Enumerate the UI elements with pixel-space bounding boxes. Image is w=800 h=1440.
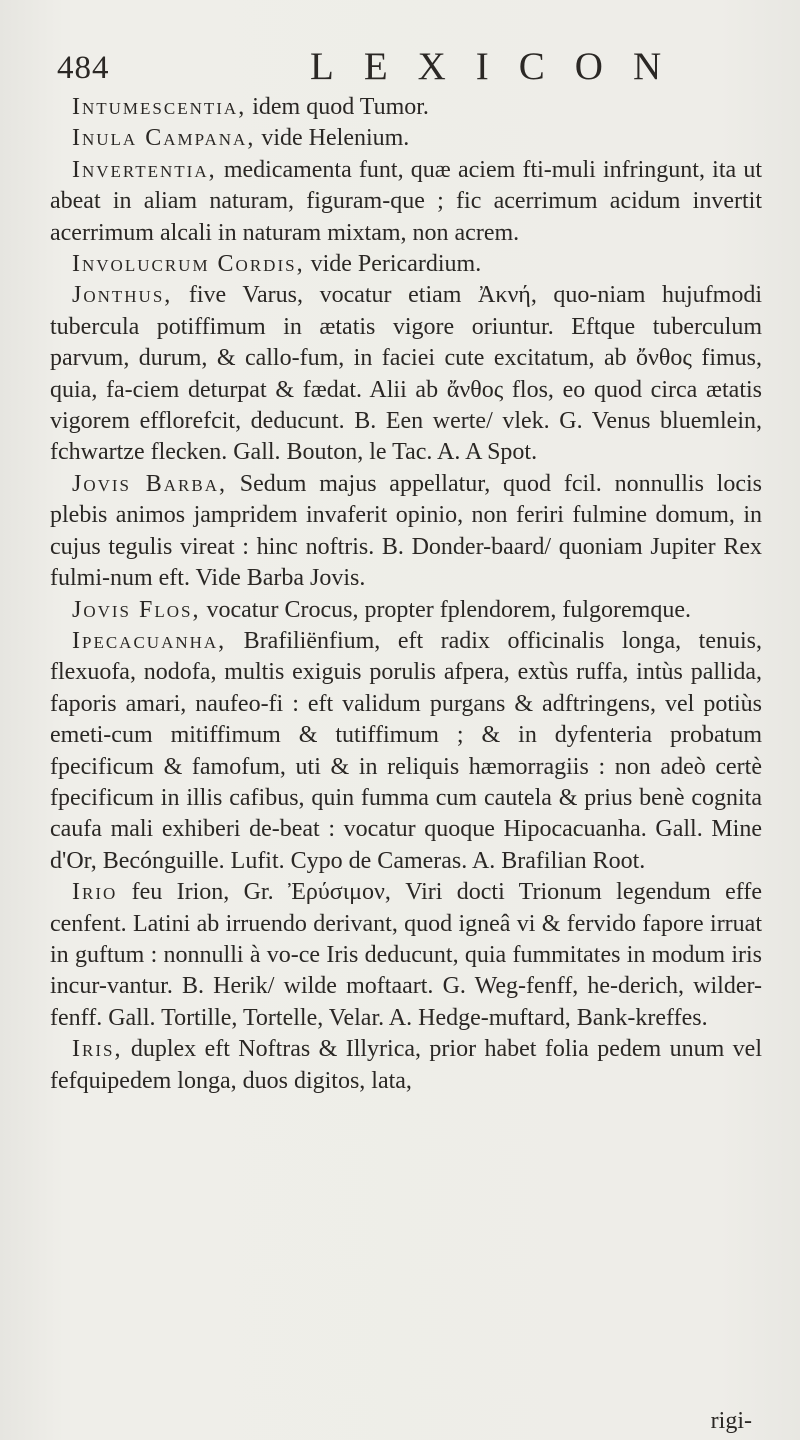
catchword: rigi- xyxy=(710,1408,752,1434)
page-number: 484 xyxy=(57,50,110,86)
page-header xyxy=(0,40,800,100)
entry-headword: Intumescentia, xyxy=(72,94,247,120)
entry-iris xyxy=(50,1034,762,1097)
entry-body: vide Helenium. xyxy=(255,125,410,152)
entry-headword: Inula Campana, xyxy=(72,125,256,152)
entry-body: vocatur Crocus, propter fplendorem, fulgoremque. xyxy=(200,596,691,623)
entry-irio xyxy=(50,877,762,1034)
running-head: LEXICON xyxy=(310,45,692,88)
entry-headword: Jonthus, xyxy=(72,282,173,309)
entry-intumescentia xyxy=(50,92,762,123)
entry-jovis-barba xyxy=(50,469,762,595)
entry-body: feu Irion, Gr. Ἐρύσιμον, Viri docti Trionum legendum effe cenfent. Latini ab irruendo derivant, quod igneâ vi & fervido fapore irruat in guftum : nonnulli à vo-ce Iris deducunt, quia fummitates in modum iris incur-vantur. B. Herik/ wilde moftaart. G. Weg-fenff, he-derich, wilder-fenff. Gall. Tortille, Tortelle, Velar. A. Hedge-muftard, Bank-kreffes. xyxy=(50,879,762,1031)
entry-headword: Iris, xyxy=(72,1036,123,1063)
entry-invertentia xyxy=(50,155,762,249)
entry-headword: Jovis Barba, xyxy=(72,470,228,497)
entry-inula-campana xyxy=(50,123,762,154)
entry-headword: Invertentia, xyxy=(72,156,217,183)
entry-body: duplex eft Noftras & Illyrica, prior habet folia pedem unum vel fefquipedem longa, duos digitos, lata, xyxy=(50,1036,762,1094)
entry-headword: Jovis Flos, xyxy=(72,596,201,623)
entry-body: idem quod Tumor. xyxy=(246,94,429,120)
entry-ipecacuanha xyxy=(50,626,762,877)
entry-involucrum-cordis xyxy=(50,249,762,280)
entry-jonthus xyxy=(50,280,762,468)
entry-headword: Involucrum Cordis, xyxy=(72,251,305,278)
entry-body: Brafiliënfium, eft radix officinalis longa, tenuis, flexuofa, nodofa, multis exiguis porulis afpera, extùs ruffa, intùs pallida, faporis amari, naufeo-fi : eft validum purgans & adftringens, vel potiùs emeti-cum mitiffimum & tutiffimum ; & in dyfenteria probatum fpecificum & famofum, uti & in reliquis hæmorragiis : non adeò certè fpecificum in illis cafibus, quin fumma cum cautela & prius benè cognita caufa mali exhiberi de-beat : vocatur quoque Hipocacuanha. Gall. Mine d'Or, Becónguille. Lufit. Cypo de Cameras. A. Brafilian Root. xyxy=(50,627,762,874)
entry-body: vide Pericardium. xyxy=(304,251,482,278)
entry-headword: Irio xyxy=(72,879,118,906)
entry-jovis-flos xyxy=(50,595,762,626)
entry-headword: Ipecacuanha, xyxy=(72,627,227,654)
entry-body: five Varus, vocatur etiam Ἀκνή, quo-niam hujufmodi tubercula potiffimum in ætatis vigore oriuntur. Eftque tuberculum parvum, durum, & callo-fum, in faciei cute excitatum, ab ὄνθος fimus, quia, fa-ciem deturpat & fædat. Alii ab ἄνθος flos, eo quod circa ætatis vigorem efflorefcit, deducunt. B. Een werte/ vlek. G. Venus bluemlein, fchwartze flecken. Gall. Bouton, le Tac. A. A Spot. xyxy=(50,282,762,466)
entry-body: medicamenta funt, quæ aciem fti-muli infringunt, ita ut abeat in aliam naturam, figuram-que ; fic acerrimum acidum invertit acerrimum alcali in naturam mixtam, non acrem. xyxy=(50,156,762,246)
lexicon-text xyxy=(50,92,762,1097)
entry-body: Sedum majus appellatur, quod fcil. nonnullis locis plebis animos jampridem invaferit opinio, non feriri fulmine domum, in cujus tegulis vireat : hinc noftris. B. Donder-baard/ quoniam Jupiter Rex fulmi-num eft. Vide Barba Jovis. xyxy=(50,470,763,592)
